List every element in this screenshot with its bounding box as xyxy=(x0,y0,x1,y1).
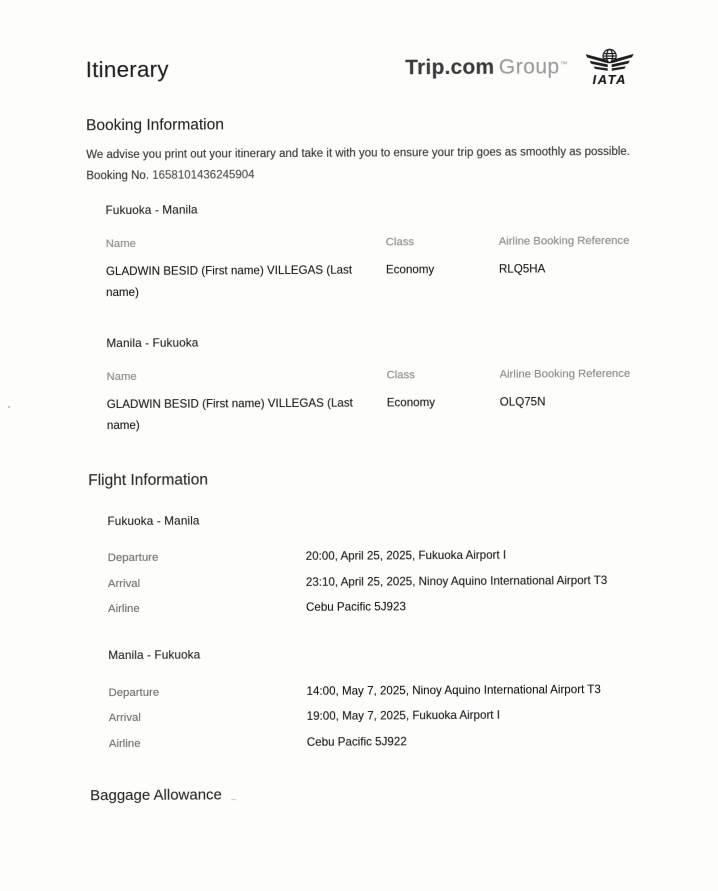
column-header-name: Name xyxy=(105,237,136,251)
departure-label: Departure xyxy=(107,551,159,565)
booking-information-heading: Booking Information xyxy=(85,116,224,135)
passenger-table xyxy=(107,365,658,436)
airline-value: Cebu Pacific 5J923 xyxy=(305,600,406,614)
arrival-value: 19:00, May 7, 2025, Fukuoka Airport I xyxy=(306,708,501,723)
departure-value: 20:00, April 25, 2025, Fukuoka Airport I xyxy=(305,548,507,563)
column-header-reference: Airline Booking Reference xyxy=(499,367,631,381)
booking-reference-cell: RLQ5HA xyxy=(498,262,546,276)
scan-speck xyxy=(8,406,10,408)
booking-segment-fukuoka-manila xyxy=(106,200,658,303)
segment-route-title: Fukuoka - Manila xyxy=(105,202,198,218)
column-header-class: Class xyxy=(386,369,415,382)
column-header-name: Name xyxy=(106,370,137,384)
departure-row xyxy=(108,679,659,703)
departure-value: 14:00, May 7, 2025, Ninoy Aquino International Airport T3 xyxy=(306,682,601,698)
departure-row xyxy=(108,545,659,569)
passenger-table xyxy=(106,232,657,303)
passenger-name-cell: GLADWIN BESID (First name) VILLEGAS (Last name) xyxy=(105,263,353,300)
booking-number-value: 1658101436245904 xyxy=(152,169,255,182)
airline-label: Airline xyxy=(108,737,141,750)
booking-segment-manila-fukuoka xyxy=(106,333,658,436)
booking-number-line xyxy=(86,163,656,187)
airline-row xyxy=(108,596,659,620)
flight-information-heading: Flight Information xyxy=(88,471,209,490)
cabin-class-cell: Economy xyxy=(385,263,435,277)
iata-wordmark: IATA xyxy=(592,71,628,88)
arrival-label: Arrival xyxy=(108,711,141,725)
column-header-class: Class xyxy=(385,236,415,249)
passenger-name-cell: GLADWIN BESID (First name) VILLEGAS (Last name) xyxy=(106,396,353,433)
tripcom-group-logo xyxy=(405,55,568,80)
flight-block-manila-fukuoka xyxy=(108,644,660,754)
flight-route-title: Manila - Fukuoka xyxy=(108,647,201,662)
baggage-allowance-heading: Baggage Allowance xyxy=(90,786,222,805)
flight-detail-rows xyxy=(108,545,659,620)
departure-label: Departure xyxy=(108,686,160,699)
booking-number-label: Booking No. xyxy=(86,169,150,183)
airline-value: Cebu Pacific 5J922 xyxy=(306,734,407,749)
print-advice-text: We advise you print out your itinerary and take it with you to ensure your trip goes as smoothly as possible. xyxy=(86,145,631,162)
flight-route-title: Fukuoka - Manila xyxy=(107,513,200,529)
trademark-symbol: ™ xyxy=(559,59,568,70)
arrival-value: 23:10, April 25, 2025, Ninoy Aquino International Airport T3 xyxy=(305,573,608,589)
iata-logo xyxy=(584,48,636,86)
arrival-row xyxy=(108,570,659,594)
cabin-class-cell: Economy xyxy=(386,396,436,410)
group-wordmark: Group xyxy=(498,55,560,79)
brand-logos xyxy=(405,48,636,87)
flight-block-fukuoka-manila xyxy=(107,511,659,620)
arrival-row xyxy=(109,705,660,729)
page-title: Itinerary xyxy=(85,56,169,83)
column-header-reference: Airline Booking Reference xyxy=(498,234,630,248)
airline-row xyxy=(109,730,660,754)
document-header xyxy=(86,46,656,91)
segment-route-title: Manila - Fukuoka xyxy=(106,335,199,351)
booking-reference-cell: OLQ75N xyxy=(499,395,546,409)
flight-detail-rows xyxy=(108,679,659,754)
airline-label: Airline xyxy=(107,602,140,616)
tripcom-wordmark: Trip.com xyxy=(405,55,495,80)
arrival-label: Arrival xyxy=(107,577,141,590)
